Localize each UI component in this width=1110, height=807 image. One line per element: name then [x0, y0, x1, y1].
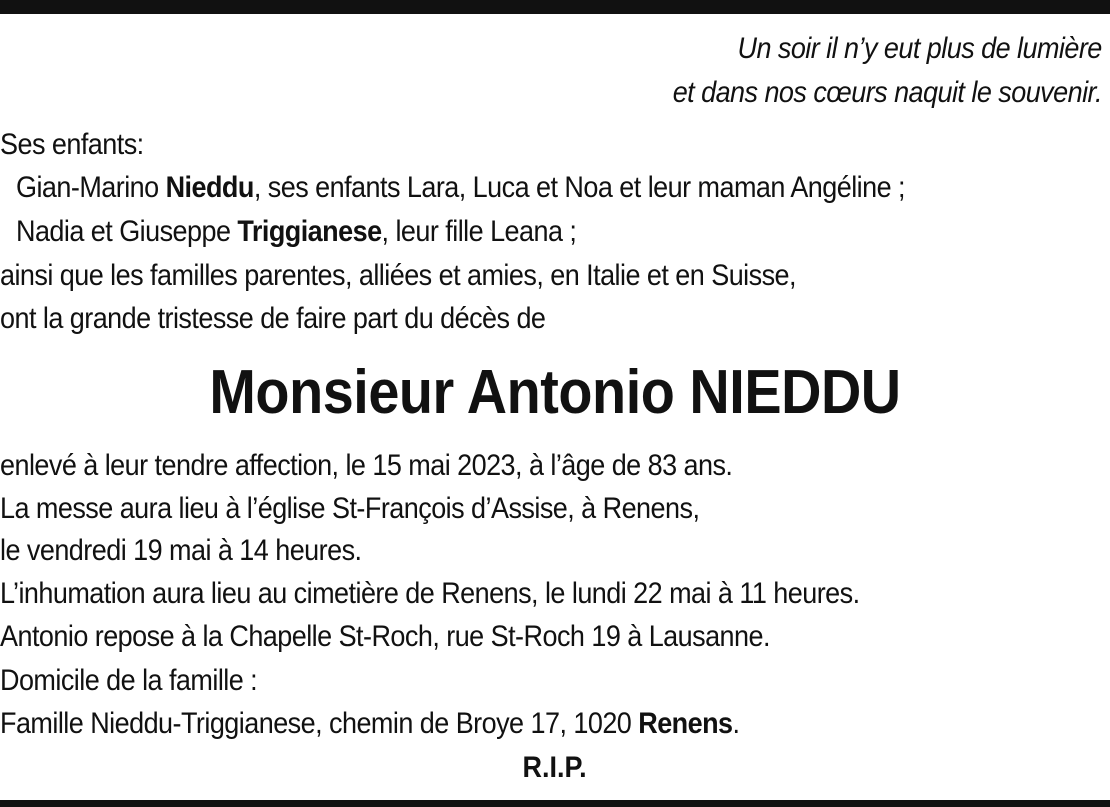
- quote-line-1: Un soir il n’y eut plus de lumière: [737, 32, 1102, 65]
- child-2-surname: Triggianese: [237, 215, 382, 248]
- quote-line-2: et dans nos cœurs naquit le souvenir.: [672, 76, 1102, 109]
- address-after: .: [732, 707, 740, 740]
- child-1-after: , ses enfants Lara, Luca et Noa et leur maman Angéline ;: [253, 171, 906, 204]
- announce-line: ont la grande tristesse de faire part du décès de: [0, 302, 546, 335]
- detail-line-2: La messe aura lieu à l’église St-François d’Assise, à Renens,: [0, 492, 700, 525]
- address-before: Famille Nieddu-Triggianese, chemin de Broye 17, 1020: [0, 707, 639, 740]
- detail-line-4: L’inhumation aura lieu au cimetière de Renens, le lundi 22 mai à 11 heures.: [0, 577, 860, 610]
- address-line: [0, 707, 740, 741]
- intro-text: Ses enfants:: [0, 128, 144, 161]
- child-1-before: Gian-Marino: [16, 171, 166, 204]
- bottom-rule: [0, 800, 1110, 807]
- closing-rip-text: R.I.P.: [522, 751, 588, 784]
- child-1-surname: Nieddu: [165, 171, 254, 204]
- detail-line-6: Domicile de la famille :: [0, 664, 258, 697]
- detail-line-5: Antonio repose à la Chapelle St-Roch, rue St-Roch 19 à Lausanne.: [0, 620, 770, 653]
- child-2-after: , leur fille Leana ;: [381, 215, 577, 248]
- child-2-line: [16, 215, 576, 249]
- detail-line-3: le vendredi 19 mai à 14 heures.: [0, 534, 362, 567]
- address-city: Renens: [638, 707, 733, 740]
- deceased-name-text: Monsieur Antonio NIEDDU: [209, 358, 901, 427]
- closing-rip: [0, 751, 1110, 785]
- deceased-name-heading: [0, 358, 1110, 428]
- child-1-line: [16, 171, 905, 205]
- families-line: ainsi que les familles parentes, alliées et amies, en Italie et en Suisse,: [0, 259, 796, 292]
- top-rule: [0, 0, 1110, 14]
- detail-line-1: enlevé à leur tendre affection, le 15 mai 2023, à l’âge de 83 ans.: [0, 449, 733, 482]
- child-2-before: Nadia et Giuseppe: [16, 215, 238, 248]
